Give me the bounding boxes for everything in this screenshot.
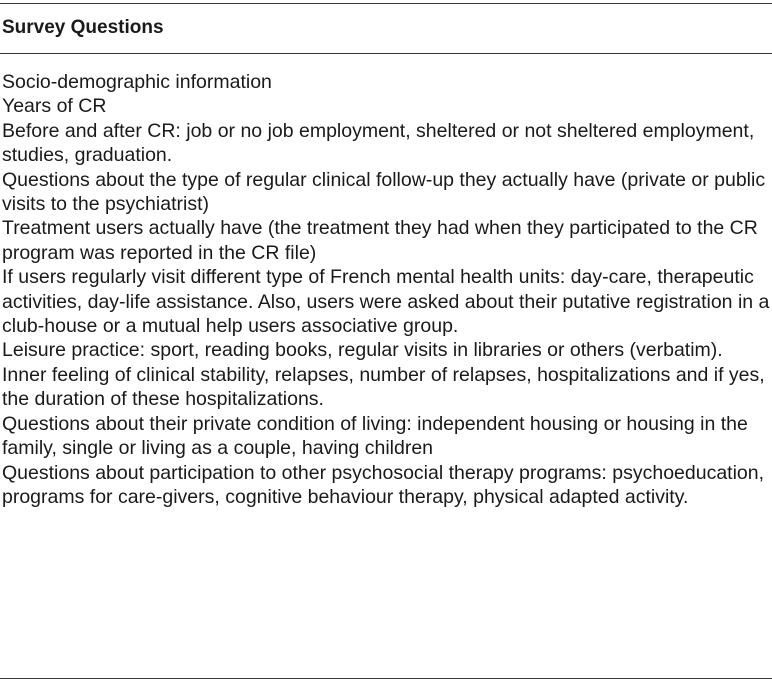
table-row: Years of CR bbox=[2, 95, 107, 118]
table-row: Inner feeling of clinical stability, relapses, number of relapses, hospitalizations and if yes, the duration of these hospitalizations. bbox=[2, 363, 765, 411]
table-row: Leisure practice: sport, reading books, regular visits in libraries or others (verbatim). bbox=[2, 339, 723, 362]
table-row: Before and after CR: job or no job employment, sheltered or not sheltered employment, studies, graduation. bbox=[2, 119, 755, 167]
header-divider-rule bbox=[0, 53, 772, 54]
table-header: Survey Questions bbox=[2, 17, 164, 38]
table-row: Questions about the type of regular clinical follow-up they actually have (private or public visits to the psychiatrist) bbox=[2, 168, 766, 216]
table-row: Treatment users actually have (the treatment they had when they participated to the CR program was reported in the CR file) bbox=[2, 217, 758, 264]
table-top-rule bbox=[0, 3, 772, 4]
table-row: If users regularly visit different type of French mental health units: day-care, therapeutic activities, day-life assistance. Also, users were asked about their putative registration in a club-house or a mutual help users associative group. bbox=[2, 266, 770, 338]
table-row: Questions about their private condition of living: independent housing or housing in the family, single or living as a couple, having children bbox=[2, 412, 748, 460]
table-body-cell bbox=[2, 70, 770, 509]
table-bottom-rule bbox=[0, 678, 772, 679]
table-row: Socio-demographic information bbox=[2, 71, 272, 93]
table-row: Questions about participation to other psychosocial therapy programs: psychoeducation, programs for care-givers, cognitive behaviour therapy, physical adapted activity. bbox=[2, 461, 765, 508]
